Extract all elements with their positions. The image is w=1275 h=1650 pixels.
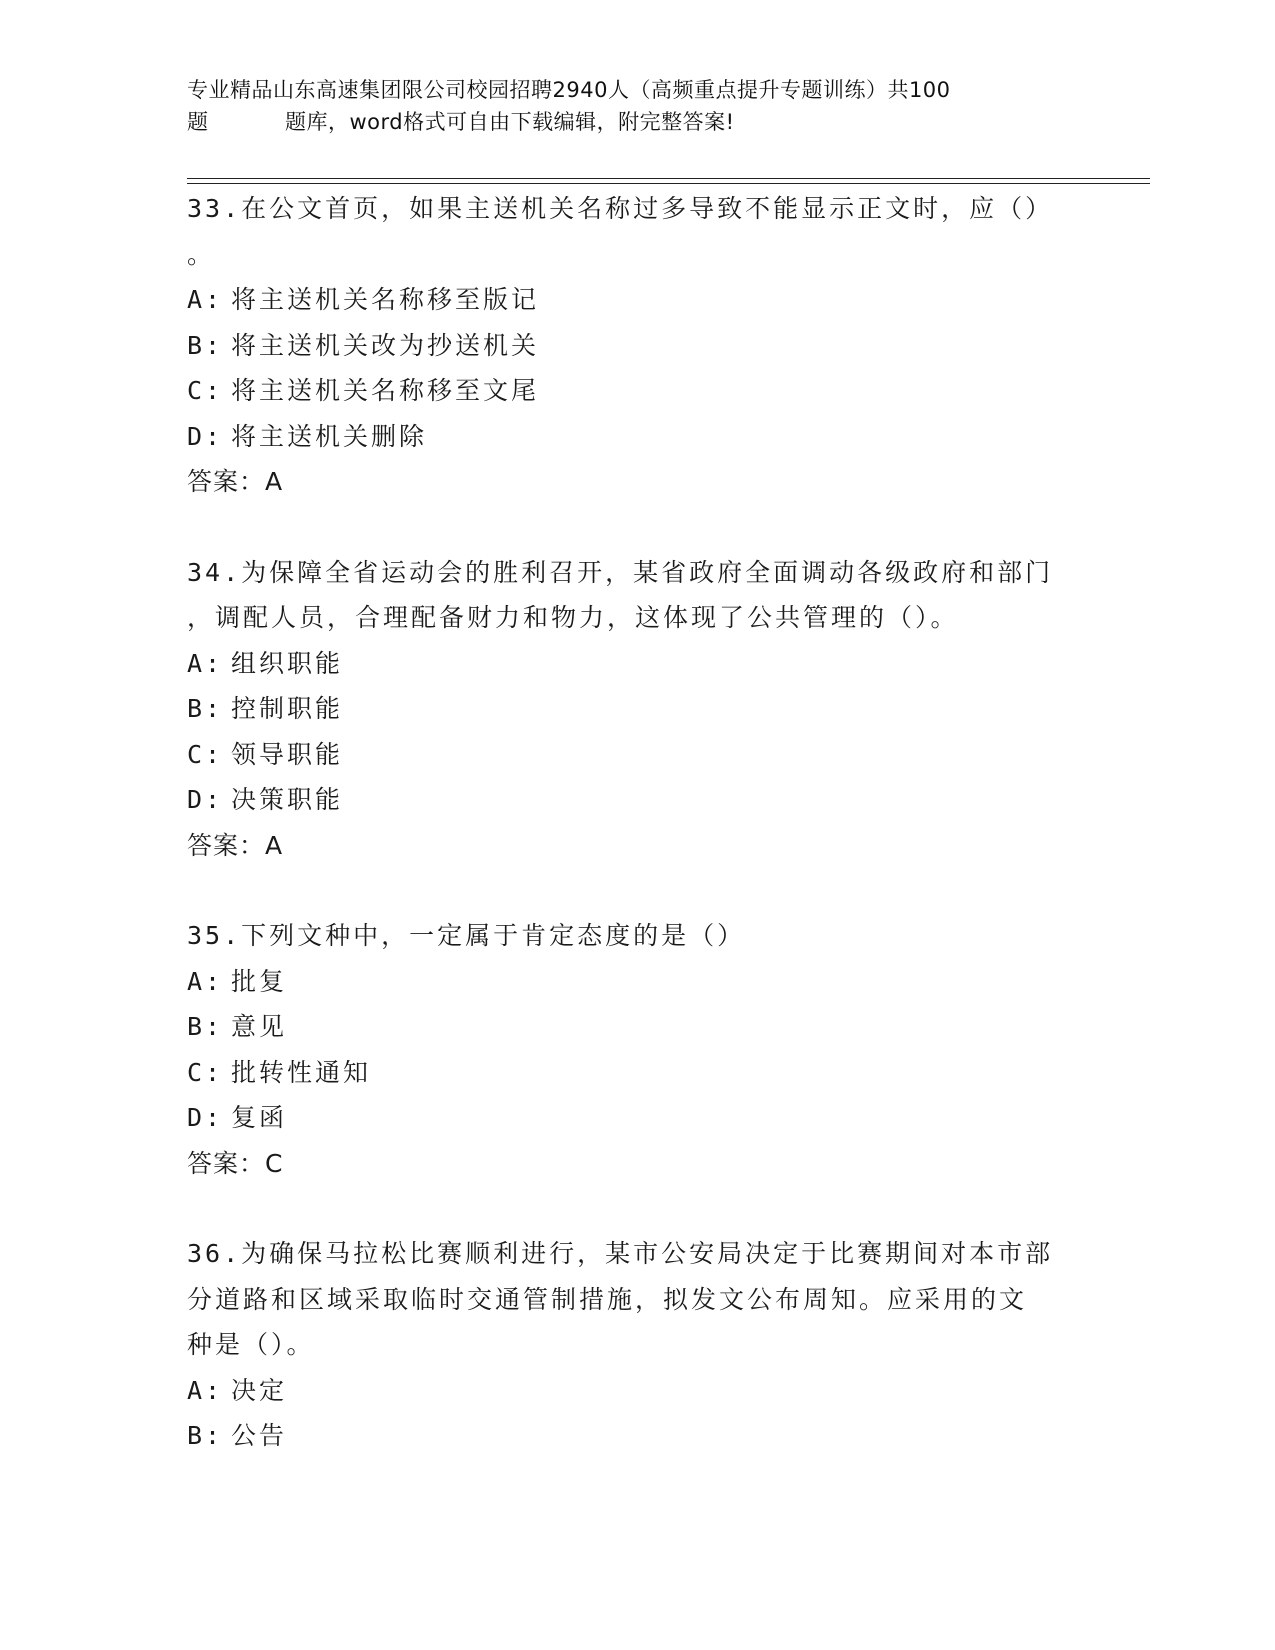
question-list (187, 186, 1087, 1504)
document-header (187, 74, 1087, 138)
question-stem-line: 分道路和区域采取临时交通管制措施，拟发文公布周知。应采用的文 (187, 1284, 1028, 1314)
option-text: 批转性通知 (231, 1057, 372, 1087)
question-stem-line: 种是（）。 (187, 1330, 315, 1359)
option-text: 批复 (231, 966, 288, 996)
header-divider-top (187, 178, 1150, 179)
question-33 (187, 186, 1087, 505)
option-text: 组织职能 (231, 648, 344, 678)
option-text: 意见 (231, 1012, 288, 1041)
option-text: 控制职能 (231, 694, 344, 723)
question-35 (187, 913, 1087, 1186)
question-stem-line: 35.下列文种中，一定属于肯定态度的是（） (187, 921, 746, 950)
option-label: A: (187, 285, 224, 314)
option-d (187, 414, 1087, 460)
option-label: D: (187, 421, 224, 451)
option-c (187, 368, 1087, 414)
question-stem-line: 。 (187, 239, 216, 269)
option-label: A: (187, 1375, 224, 1405)
option-text: 将主送机关删除 (231, 421, 428, 451)
question-stem-line: 36.为确保马拉松比赛顺利进行，某市公安局决定于比赛期间对本市部 (187, 1239, 1054, 1268)
option-d (187, 777, 1087, 823)
option-label: B: (187, 1012, 224, 1041)
option-label: A: (187, 966, 224, 996)
option-a (187, 641, 1087, 687)
option-text: 将主送机关名称移至版记 (231, 285, 540, 314)
question-stem-line: ，调配人员，合理配备财力和物力，这体现了公共管理的（）。 (187, 603, 959, 632)
option-label: A: (187, 648, 224, 678)
header-subtitle: 题库，word格式可自由下载编辑，附完整答案! (285, 110, 735, 134)
header-line-2 (187, 106, 1087, 138)
question-stem-line: 34.为保障全省运动会的胜利召开，某省政府全面调动各级政府和部门 (187, 557, 1054, 587)
option-a (187, 959, 1087, 1005)
option-label: C: (187, 376, 224, 405)
question-stem-line: 33.在公文首页，如果主送机关名称过多导致不能显示正文时，应（） (187, 194, 1054, 223)
option-label: C: (187, 739, 224, 769)
option-label: B: (187, 694, 224, 723)
header-divider-bottom (187, 183, 1150, 184)
option-a (187, 277, 1087, 323)
question-36 (187, 1231, 1087, 1459)
option-text: 公告 (231, 1421, 288, 1450)
header-line-1 (187, 74, 1087, 106)
option-a (187, 1368, 1087, 1414)
answer-line: 答案：A (187, 830, 284, 860)
header-title: 专业精品山东高速集团限公司校园招聘2940人（高频重点提升专题训练）共100 (187, 78, 951, 102)
option-b (187, 323, 1087, 369)
answer-line: 答案：A (187, 467, 284, 496)
option-label: D: (187, 785, 224, 814)
option-b (187, 1413, 1087, 1459)
option-text: 将主送机关名称移至文尾 (231, 376, 540, 405)
header-title-tail: 题 (187, 110, 209, 134)
option-label: D: (187, 1103, 224, 1132)
option-label: B: (187, 330, 224, 360)
option-c (187, 732, 1087, 778)
option-b (187, 1004, 1087, 1050)
option-d (187, 1095, 1087, 1141)
answer-line: 答案：C (187, 1148, 284, 1178)
question-34 (187, 550, 1087, 869)
option-b (187, 686, 1087, 732)
option-text: 复函 (231, 1103, 288, 1132)
option-text: 决定 (231, 1375, 288, 1405)
option-c (187, 1050, 1087, 1096)
option-text: 将主送机关改为抄送机关 (231, 330, 540, 360)
option-text: 决策职能 (231, 785, 344, 814)
option-text: 领导职能 (231, 739, 344, 769)
option-label: B: (187, 1421, 224, 1450)
option-label: C: (187, 1057, 224, 1087)
